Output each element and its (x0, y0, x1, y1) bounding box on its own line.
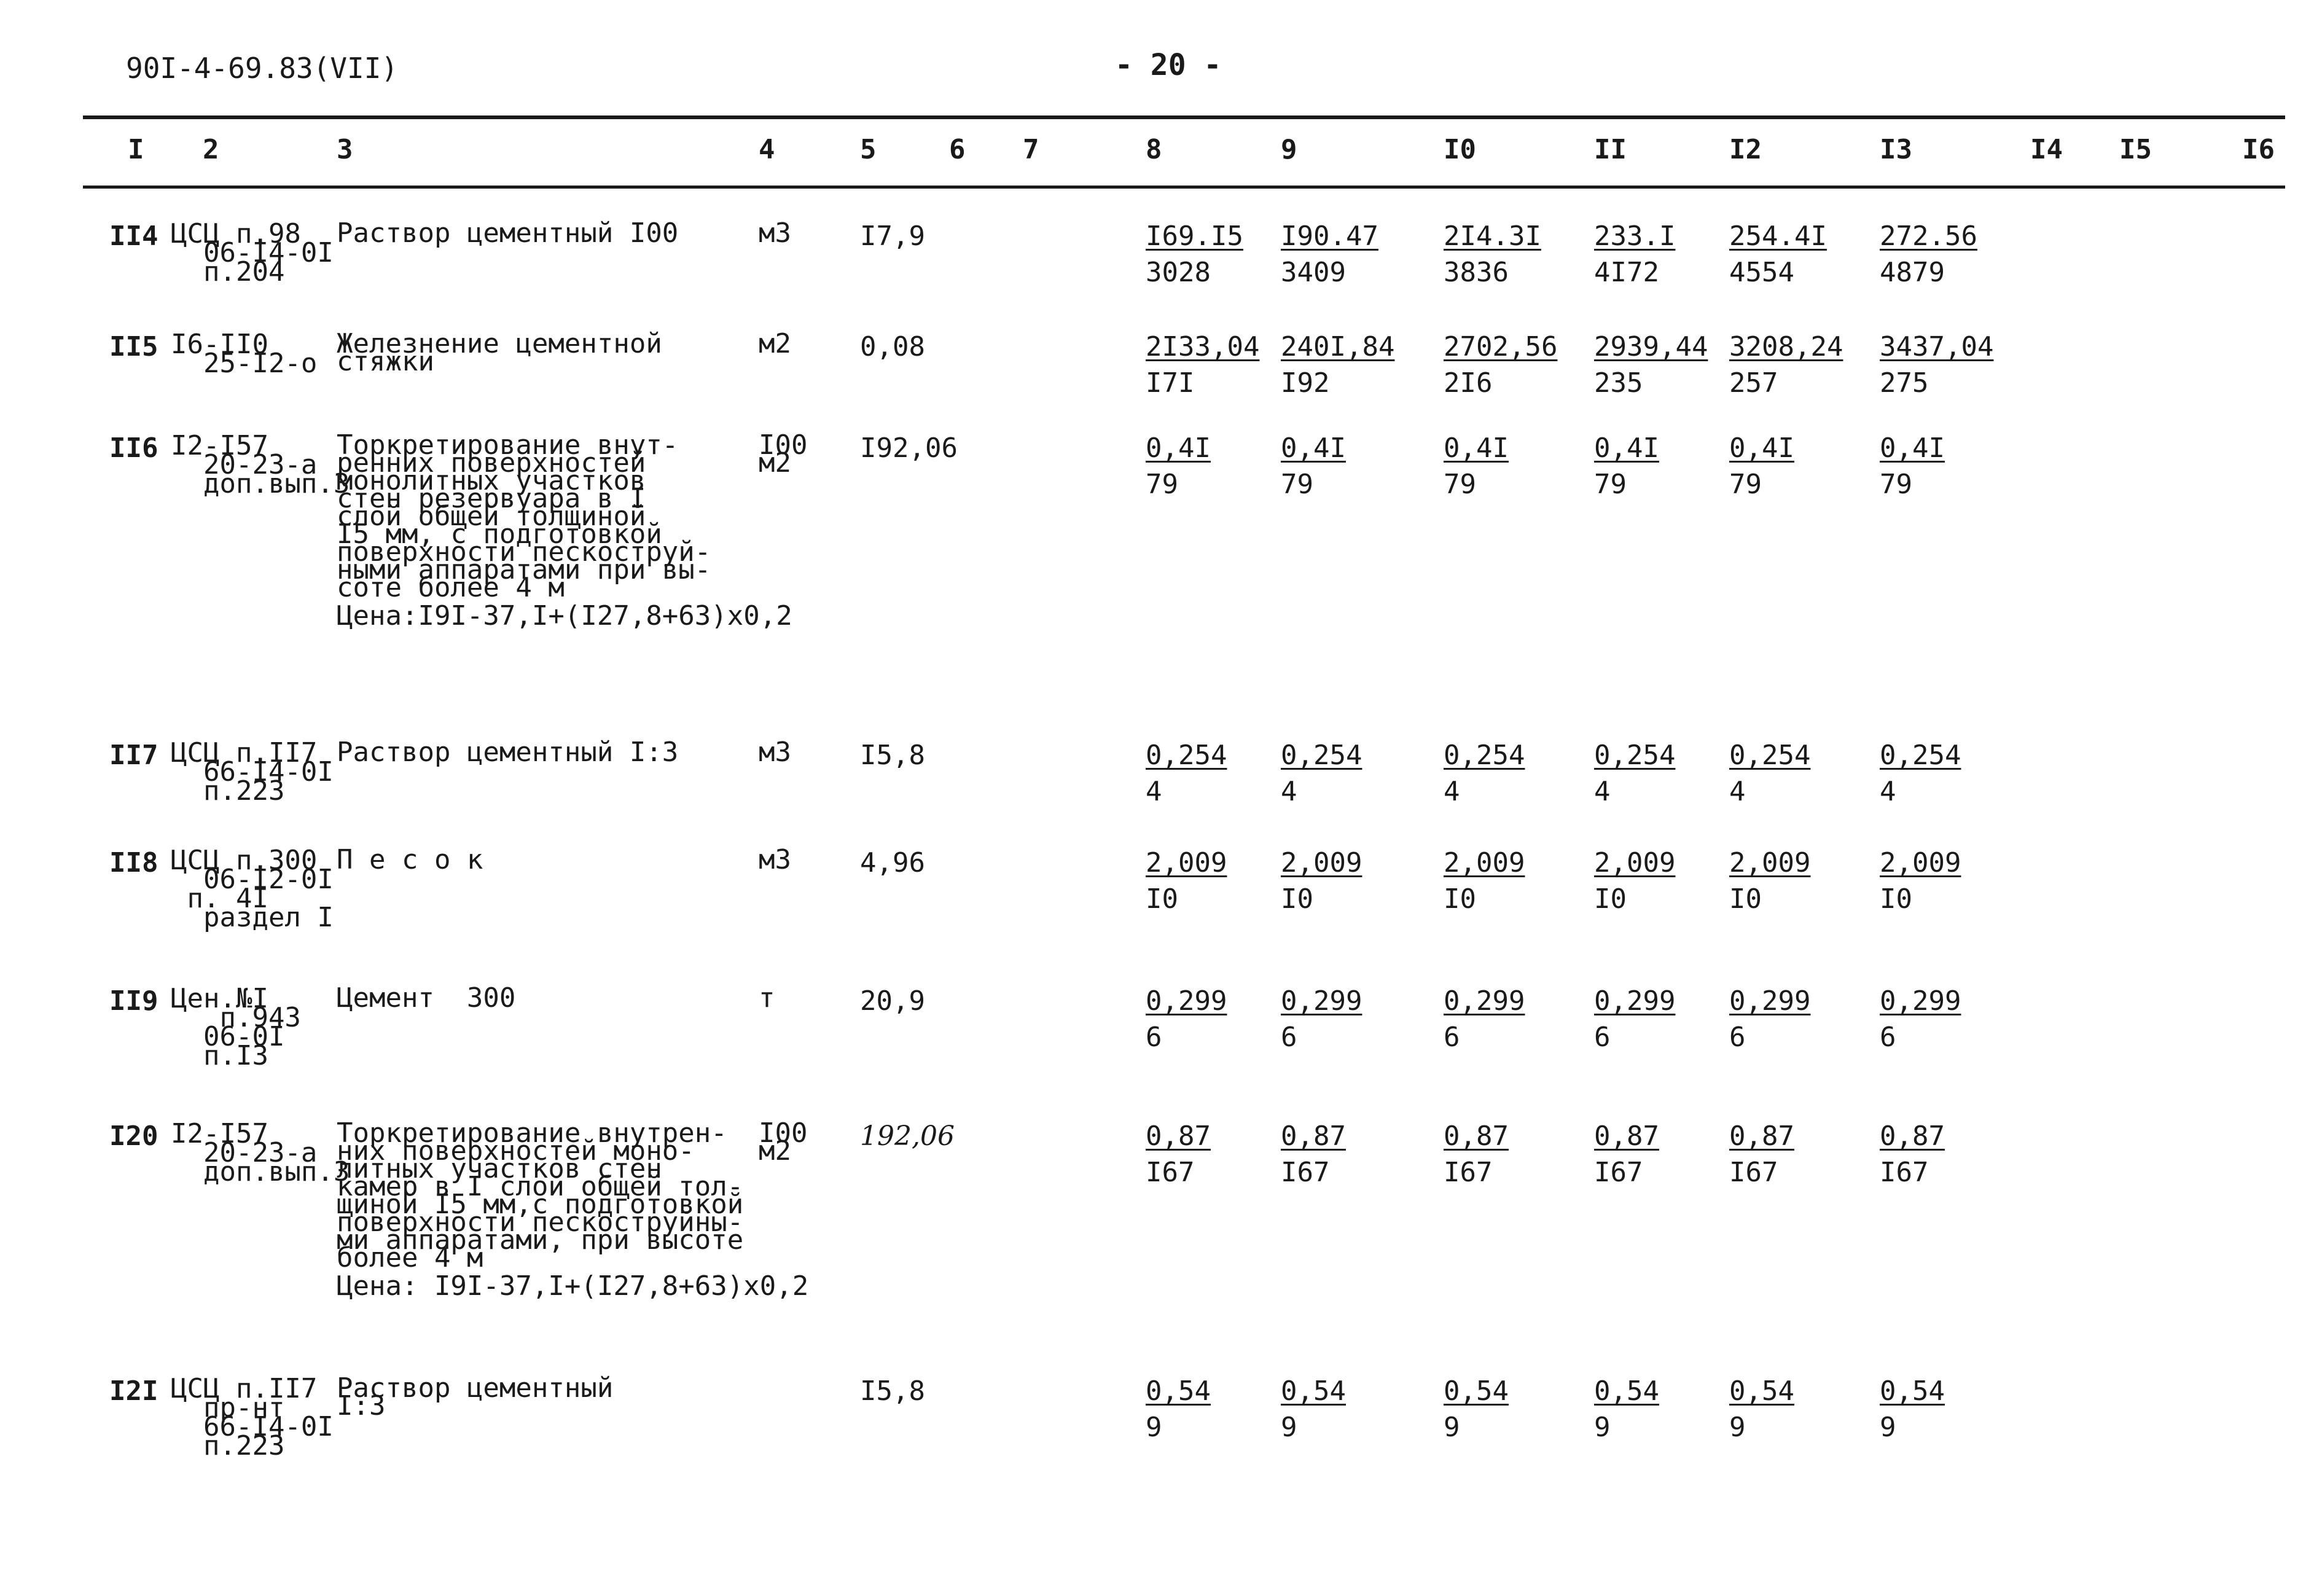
value-denominator: 4 (1146, 776, 1162, 807)
quantity: 4,96 (860, 847, 925, 878)
work-description: Раствор цементный I:3 (337, 1372, 614, 1422)
value-pair (1444, 985, 1525, 1053)
value-numerator: 0,299 (1444, 985, 1525, 1017)
value-pair (1444, 1121, 1509, 1188)
value-pair (1444, 847, 1525, 915)
value-numerator: 2,009 (1729, 847, 1811, 878)
price-reference: Цен.№I п.943 06-0I п.I3 (171, 983, 301, 1071)
value-denominator: 79 (1880, 469, 1912, 500)
value-pair (1281, 1121, 1346, 1188)
column-number-9: 9 (1281, 134, 1297, 165)
value-numerator: 0,299 (1594, 985, 1676, 1017)
value-pair (1594, 740, 1676, 807)
value-denominator: 3409 (1281, 257, 1346, 288)
value-pair (1146, 740, 1227, 807)
value-denominator: I0 (1281, 883, 1313, 915)
value-denominator: 2I6 (1444, 367, 1493, 399)
value-pair (1281, 221, 1378, 288)
column-number-13: I3 (1880, 134, 1912, 165)
value-denominator: 4I72 (1594, 257, 1659, 288)
value-numerator: 3437,04 (1880, 331, 1994, 362)
value-pair (1281, 847, 1362, 915)
value-denominator: I67 (1594, 1157, 1643, 1188)
value-denominator: 6 (1880, 1022, 1896, 1053)
value-numerator: 0,54 (1729, 1375, 1794, 1407)
value-numerator: 0,87 (1880, 1121, 1945, 1152)
value-denominator: I0 (1444, 883, 1476, 915)
value-pair (1880, 985, 1961, 1053)
value-numerator: 0,4I (1594, 432, 1659, 464)
value-numerator: 2,009 (1146, 847, 1227, 878)
value-numerator: 2,009 (1281, 847, 1362, 878)
value-numerator: 2,009 (1880, 847, 1961, 878)
value-denominator: 9 (1444, 1412, 1460, 1443)
value-denominator: 235 (1594, 367, 1643, 399)
unit-of-measure: I00 м2 (759, 1117, 808, 1167)
value-pair (1444, 1375, 1509, 1443)
value-denominator: 79 (1146, 469, 1178, 500)
value-denominator: 79 (1729, 469, 1762, 500)
value-numerator: 0,254 (1594, 740, 1676, 771)
value-numerator: 0,54 (1281, 1375, 1346, 1407)
value-numerator: 0,4I (1146, 432, 1211, 464)
value-pair (1444, 221, 1541, 288)
column-number-6: 6 (949, 134, 966, 165)
value-denominator: 4 (1594, 776, 1611, 807)
value-pair (1729, 740, 1811, 807)
value-pair (1594, 985, 1676, 1053)
value-numerator: 0,54 (1146, 1375, 1211, 1407)
price-reference: ЦСЦ п.II7 66-I4-0I п.223 (171, 737, 334, 807)
price-reference: ЦСЦ п.II7 пр-нт 66-I4-0I п.223 (171, 1373, 334, 1461)
value-numerator: 0,254 (1729, 740, 1811, 771)
value-numerator: I90.47 (1281, 221, 1378, 252)
value-numerator: 0,87 (1594, 1121, 1659, 1152)
value-pair (1880, 740, 1961, 807)
value-denominator: I67 (1146, 1157, 1195, 1188)
value-pair (1594, 331, 1708, 399)
row-number: II7 (109, 740, 158, 771)
quantity: 192,06 (860, 1121, 955, 1152)
value-pair (1444, 432, 1509, 500)
value-numerator: 2I33,04 (1146, 331, 1260, 362)
quantity: 20,9 (860, 985, 925, 1017)
value-pair (1281, 740, 1362, 807)
value-denominator: 79 (1444, 469, 1476, 500)
value-denominator: 4 (1444, 776, 1460, 807)
price-reference: I2-I57 20-23-а доп.вып.3 (171, 1118, 350, 1187)
value-pair (1594, 432, 1659, 500)
row-number: II5 (109, 331, 158, 362)
unit-of-measure: I00 м2 (759, 429, 808, 479)
quantity: 0,08 (860, 331, 925, 362)
value-denominator: 4554 (1729, 257, 1794, 288)
row-number: II4 (109, 221, 158, 252)
value-pair (1594, 847, 1676, 915)
column-number-8: 8 (1146, 134, 1162, 165)
page-number: - 20 - (1115, 48, 1222, 82)
value-numerator: 0,254 (1281, 740, 1362, 771)
value-numerator: 0,299 (1281, 985, 1362, 1017)
value-denominator: 6 (1281, 1022, 1297, 1053)
value-pair (1729, 331, 1843, 399)
value-numerator: 2,009 (1444, 847, 1525, 878)
value-pair (1146, 331, 1260, 399)
value-pair (1594, 1375, 1659, 1443)
value-numerator: 0,254 (1146, 740, 1227, 771)
unit-of-measure: м3 (759, 844, 791, 875)
value-pair (1444, 331, 1558, 399)
value-pair (1281, 1375, 1346, 1443)
quantity: I5,8 (860, 740, 925, 771)
value-numerator: 0,54 (1880, 1375, 1945, 1407)
value-denominator: I92 (1281, 367, 1330, 399)
value-pair (1729, 1375, 1794, 1443)
unit-of-measure: т (759, 982, 775, 1014)
column-number-7: 7 (1023, 134, 1039, 165)
row-number: II6 (109, 432, 158, 464)
value-numerator: 0,4I (1281, 432, 1346, 464)
value-numerator: 0,299 (1146, 985, 1227, 1017)
value-denominator: 79 (1281, 469, 1313, 500)
unit-of-measure: м2 (759, 328, 791, 359)
document-code: 90I-4-69.83(VII) (126, 52, 399, 85)
value-pair (1880, 432, 1945, 500)
value-pair (1729, 1121, 1794, 1188)
row-number: I20 (109, 1121, 158, 1152)
value-pair (1146, 985, 1227, 1053)
value-denominator: 4 (1729, 776, 1746, 807)
value-numerator: 0,87 (1729, 1121, 1794, 1152)
value-denominator: 6 (1729, 1022, 1746, 1053)
value-denominator: I67 (1281, 1157, 1330, 1188)
column-number-12: I2 (1729, 134, 1762, 165)
value-denominator: 9 (1729, 1412, 1746, 1443)
column-number-5: 5 (860, 134, 877, 165)
value-denominator: 275 (1880, 367, 1929, 399)
price-formula: Цена: I9I-37,I+(I27,8+63)х0,2 (337, 1270, 809, 1302)
value-pair (1729, 985, 1811, 1053)
value-denominator: I67 (1880, 1157, 1929, 1188)
value-pair (1281, 985, 1362, 1053)
value-pair (1146, 221, 1243, 288)
work-description: П е с о к (337, 844, 483, 875)
value-pair (1729, 847, 1811, 915)
value-pair (1880, 1121, 1945, 1188)
value-denominator: 4 (1281, 776, 1297, 807)
value-pair (1729, 221, 1827, 288)
value-denominator: I67 (1444, 1157, 1493, 1188)
value-denominator: I0 (1594, 883, 1627, 915)
value-denominator: I0 (1880, 883, 1912, 915)
value-numerator: 233.I (1594, 221, 1676, 252)
work-description: Железнение цементной стяжки (337, 328, 662, 377)
quantity: I7,9 (860, 221, 925, 252)
quantity: I5,8 (860, 1375, 925, 1407)
row-number: II9 (109, 985, 158, 1017)
value-numerator: 3208,24 (1729, 331, 1843, 362)
value-numerator: 0,4I (1880, 432, 1945, 464)
value-denominator: 257 (1729, 367, 1778, 399)
unit-of-measure: м3 (759, 217, 791, 249)
column-number-2: 2 (203, 134, 219, 165)
price-reference: I6-II0 25-I2-о (171, 329, 318, 379)
value-numerator: 272.56 (1880, 221, 1977, 252)
value-pair (1880, 331, 1994, 399)
value-numerator: 0,87 (1444, 1121, 1509, 1152)
value-numerator: 2702,56 (1444, 331, 1558, 362)
value-numerator: I69.I5 (1146, 221, 1243, 252)
column-number-1: I (128, 134, 144, 165)
price-reference: I2-I57 20-23-а доп.вып.3 (171, 430, 350, 499)
table-header-rule (83, 186, 2285, 189)
value-denominator: 3836 (1444, 257, 1509, 288)
value-pair (1146, 847, 1227, 915)
work-description: Торкретирование внутрен- них поверхностей моно- литных участков стен камер в I слой общей тол- щиной I5 мм,с подготовкой поверхности пескоструйны- ми аппаратами, при высоте более 4 м (337, 1117, 744, 1273)
value-numerator: 2,009 (1594, 847, 1676, 878)
value-denominator: I0 (1146, 883, 1178, 915)
work-description: Торкретирование внут- ренних поверхностей монолитных участков стен резервуара в I слой общей толщиной I5 мм, с подготовкой поверхности пескоструй- ными аппаратами при вы- соте более 4 м (337, 429, 711, 603)
column-number-16: I6 (2242, 134, 2275, 165)
value-pair (1444, 740, 1525, 807)
value-pair (1880, 221, 1977, 288)
value-denominator: 9 (1594, 1412, 1611, 1443)
value-pair (1146, 432, 1211, 500)
value-denominator: 79 (1594, 469, 1627, 500)
value-numerator: 254.4I (1729, 221, 1827, 252)
price-reference: ЦСЦ п.300 06-I2-0I п. 4I раздел I (171, 845, 334, 933)
value-numerator: 2I4.3I (1444, 221, 1541, 252)
work-description: Раствор цементный I00 (337, 217, 679, 249)
table-top-rule (83, 115, 2285, 119)
value-denominator: 9 (1146, 1412, 1162, 1443)
value-denominator: I67 (1729, 1157, 1778, 1188)
value-numerator: 0,4I (1729, 432, 1794, 464)
value-pair (1146, 1375, 1211, 1443)
value-numerator: 0,87 (1281, 1121, 1346, 1152)
value-numerator: 2939,44 (1594, 331, 1708, 362)
value-pair (1281, 331, 1395, 399)
work-description: Раствор цементный I:3 (337, 737, 679, 768)
value-pair (1880, 847, 1961, 915)
value-denominator: 6 (1146, 1022, 1162, 1053)
work-description: Цемент 300 (337, 982, 516, 1014)
price-reference: ЦСЦ п.98 06-I4-0I п.204 (171, 218, 334, 288)
value-pair (1146, 1121, 1211, 1188)
value-pair (1594, 1121, 1659, 1188)
value-denominator: I7I (1146, 367, 1195, 399)
column-number-3: 3 (337, 134, 353, 165)
value-numerator: 0,4I (1444, 432, 1509, 464)
value-numerator: 0,87 (1146, 1121, 1211, 1152)
column-number-11: II (1594, 134, 1627, 165)
value-numerator: 0,54 (1444, 1375, 1509, 1407)
value-numerator: 240I,84 (1281, 331, 1395, 362)
unit-of-measure: м3 (759, 737, 791, 768)
value-numerator: 0,54 (1594, 1375, 1659, 1407)
row-number: I2I (109, 1375, 158, 1407)
column-number-4: 4 (759, 134, 775, 165)
value-pair (1880, 1375, 1945, 1443)
value-pair (1281, 432, 1346, 500)
value-numerator: 0,299 (1729, 985, 1811, 1017)
price-formula: Цена:I9I-37,I+(I27,8+63)х0,2 (337, 600, 792, 632)
value-denominator: 3028 (1146, 257, 1211, 288)
value-numerator: 0,254 (1880, 740, 1961, 771)
value-pair (1594, 221, 1676, 288)
value-denominator: 4 (1880, 776, 1896, 807)
value-denominator: 9 (1281, 1412, 1297, 1443)
quantity: I92,06 (860, 432, 958, 464)
value-denominator: 6 (1444, 1022, 1460, 1053)
column-number-14: I4 (2030, 134, 2063, 165)
value-denominator: I0 (1729, 883, 1762, 915)
value-denominator: 6 (1594, 1022, 1611, 1053)
value-numerator: 0,299 (1880, 985, 1961, 1017)
value-numerator: 0,254 (1444, 740, 1525, 771)
value-pair (1729, 432, 1794, 500)
column-number-15: I5 (2119, 134, 2152, 165)
column-number-10: I0 (1444, 134, 1476, 165)
value-denominator: 4879 (1880, 257, 1945, 288)
value-denominator: 9 (1880, 1412, 1896, 1443)
row-number: II8 (109, 847, 158, 878)
